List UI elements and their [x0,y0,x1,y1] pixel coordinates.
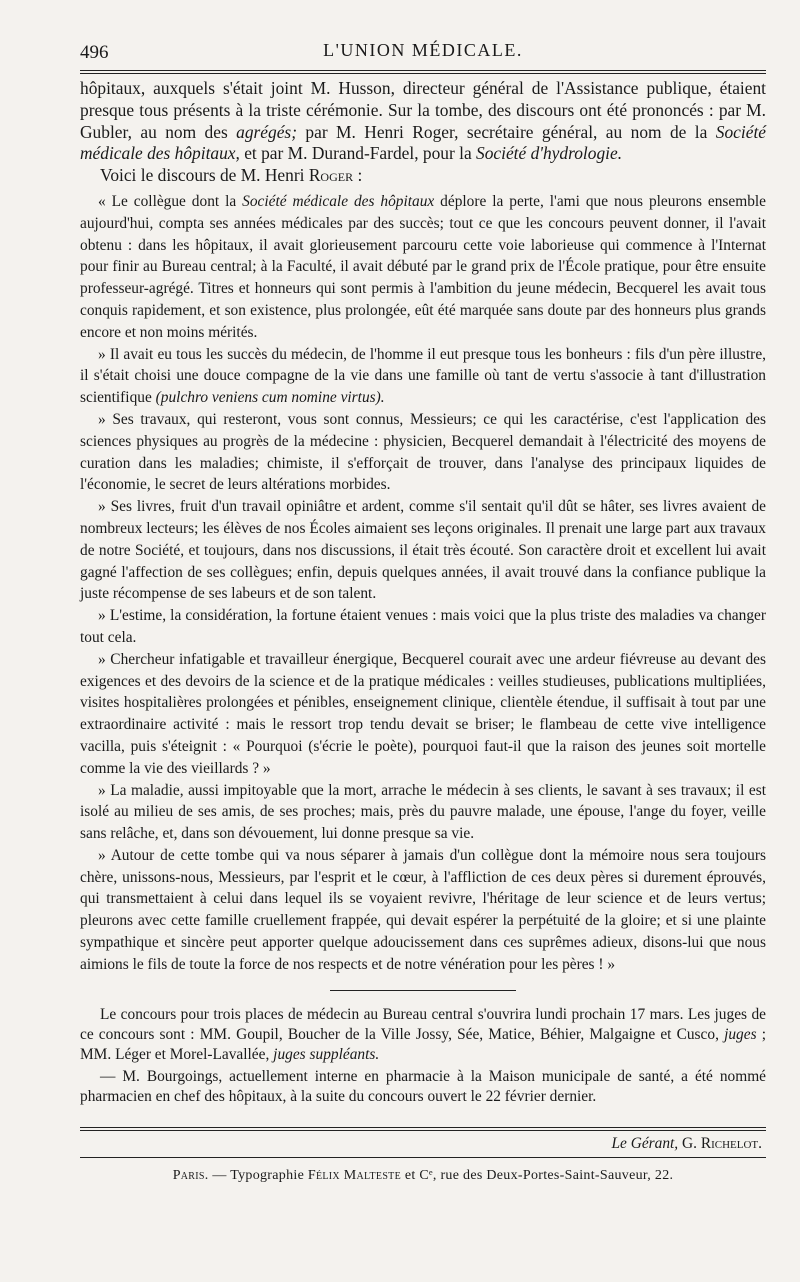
news-section [80,1005,766,1107]
page-header [80,30,766,64]
speech-paragraph: » Ses travaux, qui resteront, vous sont connus, Messieurs; ce qui les caractérise, c'est l'application des sciences physiques au progrès de la médecine : physicien, Becquerel demandait à l'électricité des moyens de curation dans les maladies; chimiste, il s'efforçait de trouver, dans l'analyse des principaux liquides de l'économie, le secret de leurs altérations morbides. [80,410,766,494]
section-divider [330,990,516,991]
journal-page [80,30,766,1184]
speech-paragraph: » Il avait eu tous les succès du médecin, de l'homme il eut presque tous les bonheurs : fils d'un père illustre, il s'était choisi une douce compagne de la vie dans une famille où tant de vertu s'associe à tant d'illustration scientifique (pulchro veniens cum nomine virtus). [80,345,766,407]
speech-paragraph: » Autour de cette tombe qui va nous séparer à jamais d'un collègue dont la mémoire nous sera toujours chère, unissons-nous, Messieurs, par l'esprit et le cœur, à l'affliction de ces deux pères si durement éprouvés, qui transmettaient à celui dans lequel ils se voyaient revivre, l'héritage de leur science et de leurs vertus; pleurons avec cette famille cruellement frappée, qui devait espérer la perpétuité de la gloire; et si une plainte sympathique et sincère peut apporter quelque adoucissement dans ces suprêmes adieux, disons-lui que nous aimions le fils de toute la force de nos respects et de notre vénération pour les pères ! » [80,846,766,973]
speech-paragraph: « Le collègue dont la Société médicale des hôpitaux déplore la perte, l'ami que nous pleurons ensemble aujourd'hui, compta ses années médicales par des succès; tout ce que les concours peuvent donner, il l'avait obtenu : dans les hôpitaux, il avait glorieusement parcouru cette voie laborieuse qui commence à l'Internat pour finir au Bureau central; à la Faculté, il avait débuté par le grand prix de l'École pratique, pour être ensuite professeur-agrégé. Titres et honneurs qui sont permis à l'ambition du jeune médecin, Becquerel les avait tous conquis rapidement, et son existence, plus prolongée, eût été marquée sans doute par des honneurs plus grands encore et non moins mérités. [80,192,766,341]
speech-paragraph: » Ses livres, fruit d'un travail opiniâtre et ardent, comme s'il sentait qu'il dût se hâter, ses livres avaient de nombreux lecteurs; les élèves de nos Écoles aimaient ses leçons originales. Il prenait une large part aux travaux de notre Société, et toujours, dans nos discussions, il était très écouté. Son caractère droit et excellent lui avait gagné l'affection de ses collègues; enfin, depuis quelques années, il avait trouvé dans la confiance publique la juste récompense de ses labeurs et de son talent. [80,498,766,603]
speech-intro-line: Voici le discours de M. Henri Roger : [100,165,363,186]
footer-rule [80,1127,766,1131]
printer-imprint: Paris. — Typographie Félix Malteste et Cᵉ, rue des Deux-Portes-Saint-Sauveur, 22. [172,1167,674,1183]
header-rule [80,70,766,74]
speech-paragraph: » L'estime, la considération, la fortune étaient venues : mais voici que la plus triste des maladies va changer tout cela. [80,607,766,646]
running-title: L'UNION MÉDICALE. [323,40,523,60]
speech-paragraph: » Chercheur infatigable et travailleur énergique, Becquerel courait avec une ardeur fiévreuse au devant des exigences et des devoirs de la science et de la pratique médicales : veilles studieuses, publications multipliées, visites hospitalières prolongées et pénibles, enseignement clinique, clientèle étendue, il suffisait à tout par une extraordinaire activité : mais le ressort trop tendu devait se briser; le flambeau de cette vive intelligence vacilla, puis s'éteignit : « Pourquoi (s'écrie le poète), pourquoi faut-il que la raison des jeunes soit mortelle comme la vie des vieillards ? » [80,650,766,777]
news-item: Le concours pour trois places de médecin au Bureau central s'ouvrira lundi prochain 17 mars. Les juges de ce concours sont : MM. Goupil, Boucher de la Ville Jossy, Sée, Matice, Béhier, Malgaigne et Cusco, juges ; MM. Léger et Morel-Lavallée, juges suppléants. [80,1005,766,1063]
news-item: — M. Bourgoings, actuellement interne en pharmacie à la Maison municipale de santé, a été nommé pharmacien en chef des hôpitaux, à la suite du concours ouvert le 22 février dernier. [80,1067,766,1105]
gerant-signature: Le Gérant, G. Richelot. [611,1134,762,1152]
speech-text [80,191,766,976]
intro-paragraph: hôpitaux, auxquels s'était joint M. Husson, directeur général de l'Assistance publique, étaient presque tous présents à la triste cérémonie. Sur la tombe, des discours ont été prononcés : par M. Gubler, au nom des agrégés; par M. Henri Roger, secrétaire général, au nom de la Société médicale des hôpitaux, et par M. Durand-Fardel, pour la Société d'hydrologie. [80,78,766,164]
page-number: 496 [80,42,109,63]
intro-section [80,78,766,187]
imprint-rule [80,1157,766,1158]
speech-paragraph: » La maladie, aussi impitoyable que la mort, arrache le médecin à ses clients, le savant à ses travaux; il est isolé au milieu de ses amis, de ses proches; mais, près du pauvre malade, une épouse, l'ange du foyer, veille sans relâche, et, dans son dévouement, lui donne presque sa vie. [80,781,766,843]
